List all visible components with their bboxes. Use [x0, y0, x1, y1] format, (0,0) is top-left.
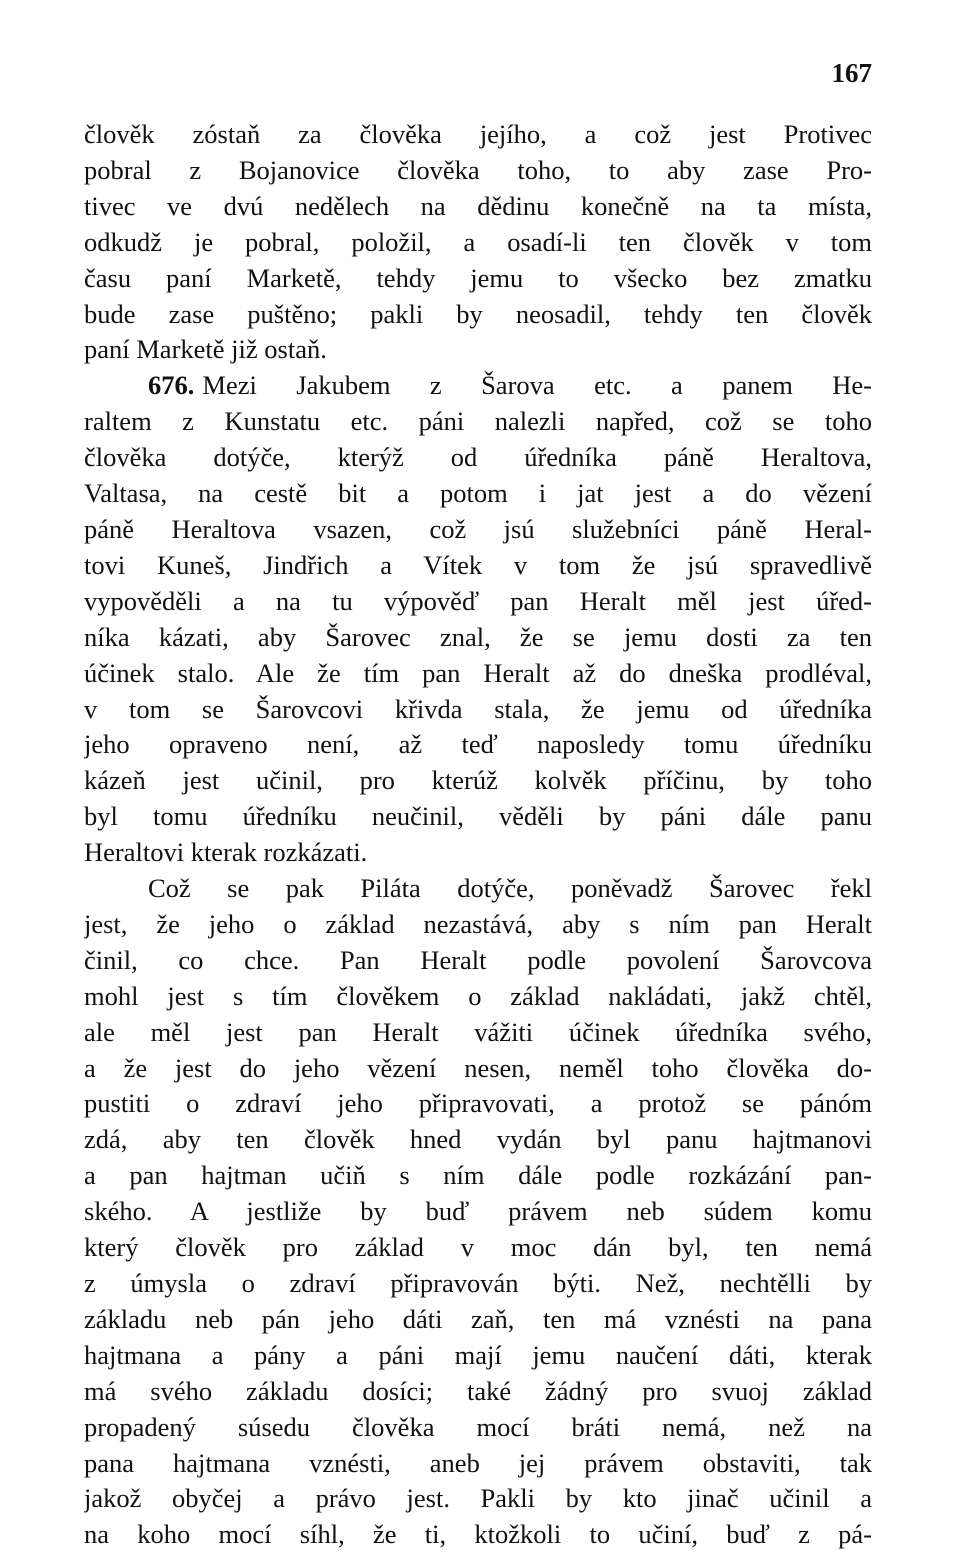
- page-number: 167: [831, 58, 872, 88]
- text-line: člověk zóstaň za člověka jejího, a což jest Protivec: [84, 119, 872, 149]
- text-line: činil, co chce. Pan Heralt podle povolení Šarovcova: [84, 944, 872, 975]
- text-line: jakož obyčej a právo jest. Pakli by kto jinač učinil a: [84, 1483, 872, 1514]
- text-line: odkudž je pobral, položil, a osadí-li ten člověk v tom: [84, 226, 872, 257]
- section-number: 676.: [148, 370, 195, 401]
- text-line: páně Heraltova vsazen, což jsú služebníci páně Heral-: [84, 513, 872, 544]
- section-first-line: [84, 368, 872, 404]
- text-line: mohl jest s tím člověkem o základ nakládati, jakž chtěl,: [84, 980, 872, 1011]
- text-line: paní Marketě již ostaň.: [84, 334, 327, 365]
- text-line: Valtasa, na cestě bit a potom i jat jest a do vězení: [84, 478, 872, 509]
- text-line: tovi Kuneš, Jindřich a Vítek v tom že jsú spravedlivě: [84, 549, 872, 580]
- text-line: jest, že jeho o základ nezastává, aby s ním pan Heralt: [84, 908, 872, 939]
- text-line: bude zase puštěno; pakli by neosadil, tehdy ten člověk: [84, 298, 872, 329]
- text-line: Což se pak Piláta dotýče, poněvadž Šarovec řekl: [148, 873, 872, 904]
- text-line: tivec ve dvú nedělech na dědinu konečně na ta místa,: [84, 190, 872, 221]
- text-line: na koho mocí síhl, že ti, ktožkoli to učiní, buď z pá-: [84, 1519, 872, 1550]
- text-line: člověka dotýče, kterýž od úředníka páně Heraltova,: [84, 442, 872, 473]
- text-line: základu neb pán jeho dáti zaň, ten má vznésti na pana: [84, 1303, 872, 1334]
- text-line: má svého základu dosíci; také žádný pro svuoj základ: [84, 1375, 872, 1406]
- text-line: pustiti o zdraví jeho připravovati, a protož se pánóm: [84, 1088, 872, 1119]
- text-line: z úmysla o zdraví připravován býti. Než, nechtělli by: [84, 1268, 872, 1298]
- text-line: ale měl jest pan Heralt vážiti účinek úředníka svého,: [84, 1016, 872, 1047]
- text-line: raltem z Kunstatu etc. páni nalezli napřed, což se toho: [84, 406, 872, 437]
- text-line: níka kázati, aby Šarovec znal, že se jemu dosti za ten: [84, 621, 872, 652]
- text-line: a že jest do jeho vězení nesen, neměl toho člověka do-: [84, 1052, 872, 1083]
- text-line: Mezi Jakubem z Šarova etc. a panem He-: [202, 370, 872, 401]
- text-line: jeho opraveno není, až teď naposledy tomu úředníku: [84, 729, 872, 760]
- text-line: propadený súsedu člověka mocí bráti nemá, než na: [84, 1411, 872, 1442]
- text-line: byl tomu úředníku neučinil, věděli by páni dále panu: [84, 801, 872, 832]
- text-line: ského. A jestliže by buď právem neb súdem komu: [84, 1196, 872, 1227]
- text-line: pana hajtmana vznésti, aneb jej právem obstaviti, tak: [84, 1447, 872, 1478]
- text-line: zdá, aby ten člověk hned vydán byl panu hajtmanovi: [84, 1124, 872, 1155]
- text-line: a pan hajtman učiň s ním dále podle rozkázání pan-: [84, 1160, 872, 1191]
- text-line: pobral z Bojanovice člověka toho, to aby zase Pro-: [84, 154, 872, 185]
- text-line: který člověk pro základ v moc dán byl, ten nemá: [84, 1232, 872, 1263]
- text-line: kázeň jest učinil, pro kterúž kolvěk příčinu, by toho: [84, 765, 872, 796]
- body-text: [84, 117, 872, 1553]
- text-line: Heraltovi kterak rozkázati.: [84, 837, 368, 868]
- text-line: vypověděli a na tu výpověď pan Heralt měl jest úřed-: [84, 585, 872, 616]
- text-line: času paní Marketě, tehdy jemu to všecko bez zmatku: [84, 262, 872, 293]
- text-line: v tom se Šarovcovi křivda stala, že jemu od úředníka: [84, 693, 872, 724]
- text-line: hajtmana a pány a páni mají jemu naučení dáti, kterak: [84, 1339, 872, 1370]
- text-line: účinek stalo. Ale že tím pan Heralt až do dneška prodléval,: [84, 657, 872, 688]
